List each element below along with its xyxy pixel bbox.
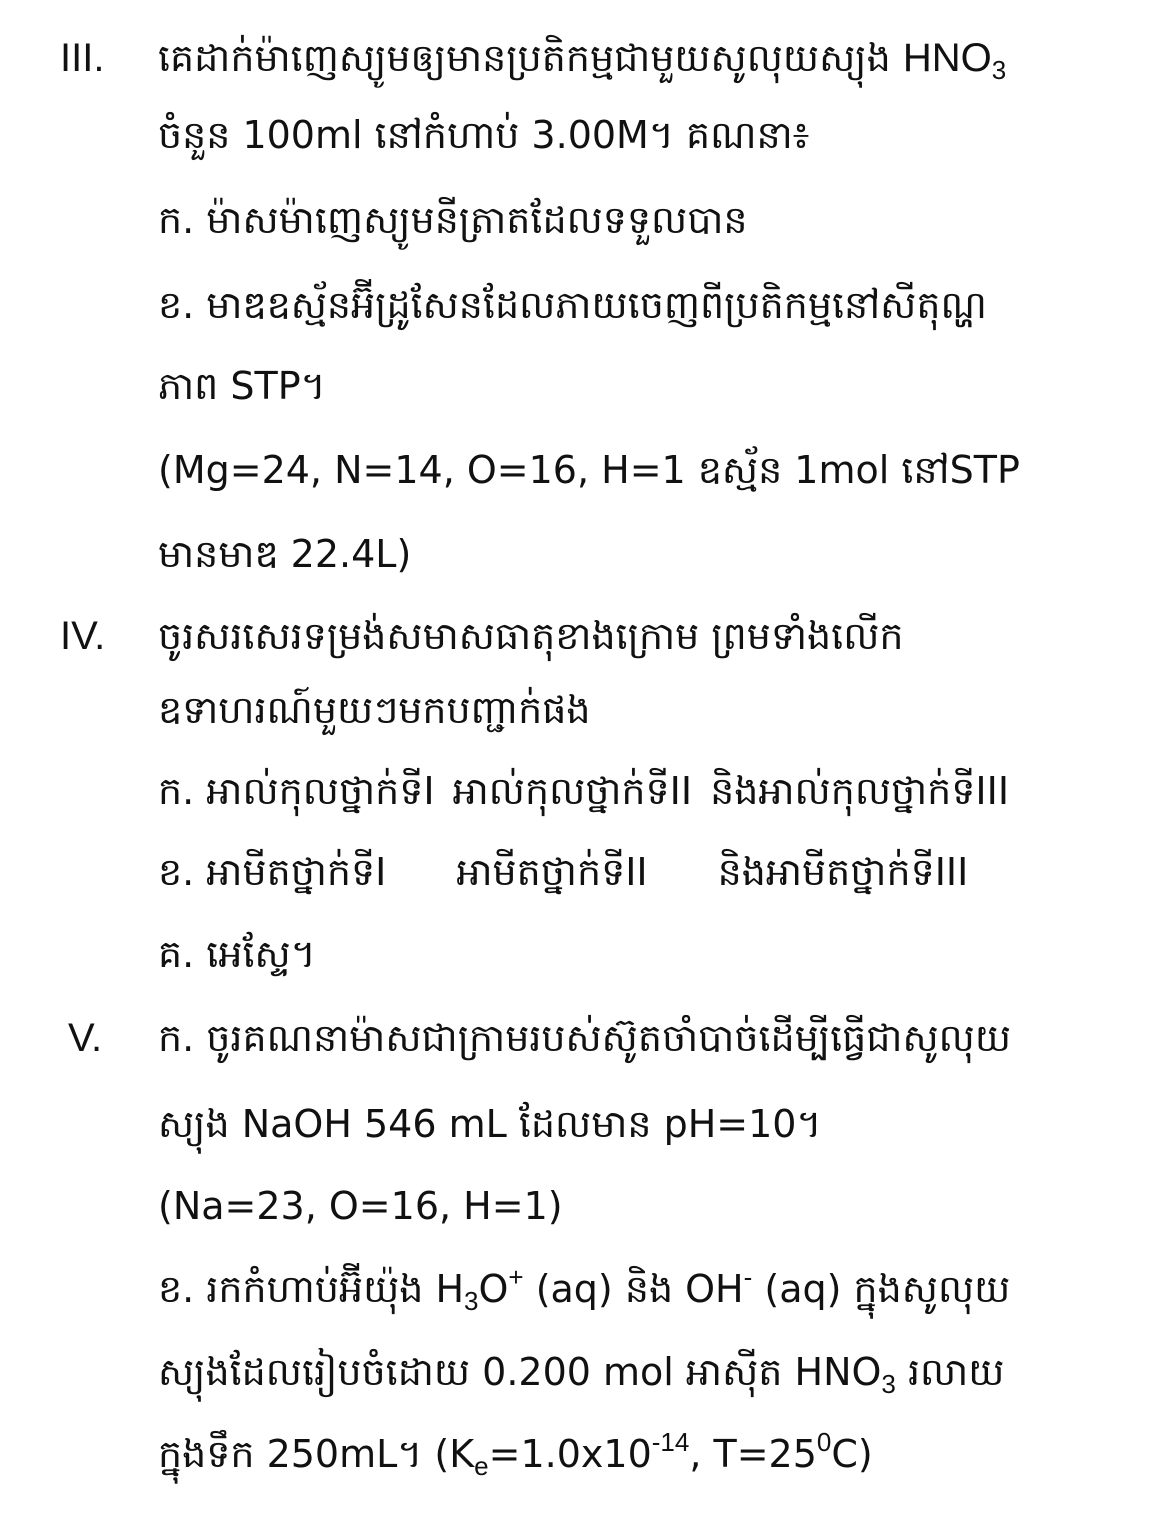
question-number-v: V. xyxy=(68,1016,103,1060)
q3-line-4: ខ. មាឌឧស្ម័នអ៊ីដ្រូសែនដែលភាយចេញពីប្រតិកម្មនៅសីតុណ្ហ xyxy=(158,283,987,327)
q4-line-1: ចូរសរសេរទម្រង់សមាសធាតុខាងក្រោម ព្រមទាំងលើក xyxy=(158,614,904,658)
question-number-iv: IV. xyxy=(60,614,106,658)
q4-option-kha-2: អាមីតថ្នាក់ទីII xyxy=(456,850,648,894)
q5-line-6-part-2: =1.0x10 xyxy=(488,1432,652,1476)
question-number-iii: III. xyxy=(60,36,105,80)
q5-line-5 xyxy=(158,1348,1005,1399)
q5-line-4-superscript-minus: - xyxy=(743,1262,753,1292)
q4-line-4 xyxy=(158,848,968,896)
q3-formula-hno3 xyxy=(902,36,1007,85)
q3-formula-text: HNO xyxy=(902,36,992,80)
q3-line-1-text: គេដាក់ម៉ាញេស្យូមឲ្យមានប្រតិកម្មជាមួយសូលុយស្យុង xyxy=(158,36,903,80)
q5-line-4-subscript: 3 xyxy=(464,1286,479,1316)
q5-line-4 xyxy=(158,1262,1011,1316)
q5-line-6-superscript-degree: 0 xyxy=(816,1427,832,1457)
q5-line-5-part-1: ស្យុងដែលរៀបចំដោយ 0.200 mol អាស៊ីត HNO xyxy=(158,1350,882,1394)
q3-line-6: (Mg=24, N=14, O=16, H=1 ឧស្ម័ន 1mol នៅSTP xyxy=(158,448,1020,492)
q3-line-2: ចំនួន 100ml នៅកំហាប់ 3.00M។ គណនា៖ xyxy=(158,113,810,157)
q4-option-kha-3: និងអាមីតថ្នាក់ទីIII xyxy=(717,850,969,894)
q4-option-ka-3: និងអាល់កុលថ្នាក់ទីIII xyxy=(710,769,1010,813)
q5-line-4-part-4: (aq) ក្នុងសូលុយ xyxy=(752,1267,1011,1311)
q5-line-5-subscript: 3 xyxy=(881,1369,896,1399)
q5-line-2: ស្យុង NaOH 546 mL ដែលមាន pH=10។ xyxy=(158,1102,822,1146)
q5-line-6-superscript-exponent: -14 xyxy=(651,1427,690,1457)
q3-formula-subscript: 3 xyxy=(991,55,1007,85)
q4-option-kha-1: ខ. អាមីតថ្នាក់ទីI xyxy=(158,850,387,894)
q5-line-4-superscript-plus: + xyxy=(508,1262,524,1292)
q5-line-6-part-1: ក្នុងទឹក 250mL។ (K xyxy=(158,1432,475,1476)
q4-option-ka-1: ក. អាល់កុលថ្នាក់ទីI xyxy=(158,769,435,813)
q5-line-6-part-3: , T=25 xyxy=(689,1432,817,1476)
q4-option-ka-2: អាល់កុលថ្នាក់ទីII xyxy=(452,769,693,813)
q3-line-1 xyxy=(158,34,1007,85)
q5-line-6-subscript: e xyxy=(474,1451,489,1481)
q5-line-4-part-2: O xyxy=(478,1267,509,1311)
q5-line-4-part-3: (aq) និង OH xyxy=(523,1267,744,1311)
q3-line-5: ភាព STP។ xyxy=(158,364,326,408)
q5-line-3: (Na=23, O=16, H=1) xyxy=(158,1184,563,1228)
q5-line-4-part-1: ខ. រកកំហាប់អ៊ីយ៉ុង H xyxy=(158,1267,465,1311)
q3-line-3: ក. ម៉ាសម៉ាញេស្យូមនីត្រាតដែលទទួលបាន xyxy=(158,198,748,242)
q4-line-5: គ. អេស្ទែ។ xyxy=(158,932,316,976)
q5-line-6-part-4: C) xyxy=(831,1432,873,1476)
q4-line-2: ឧទាហរណ៍មួយៗមកបញ្ជាក់ផង xyxy=(158,688,591,732)
q5-line-6 xyxy=(158,1427,873,1481)
q4-line-3 xyxy=(158,767,1009,815)
q5-line-1: ក. ចូរគណនាម៉ាសជាក្រាមរបស់ស៊ូតចាំបាច់ដើម្បីធ្វើជាសូលុយ xyxy=(158,1016,1011,1060)
q3-line-7: មានមាឌ 22.4L) xyxy=(158,532,412,576)
q5-line-5-part-2: រលាយ xyxy=(895,1350,1005,1394)
